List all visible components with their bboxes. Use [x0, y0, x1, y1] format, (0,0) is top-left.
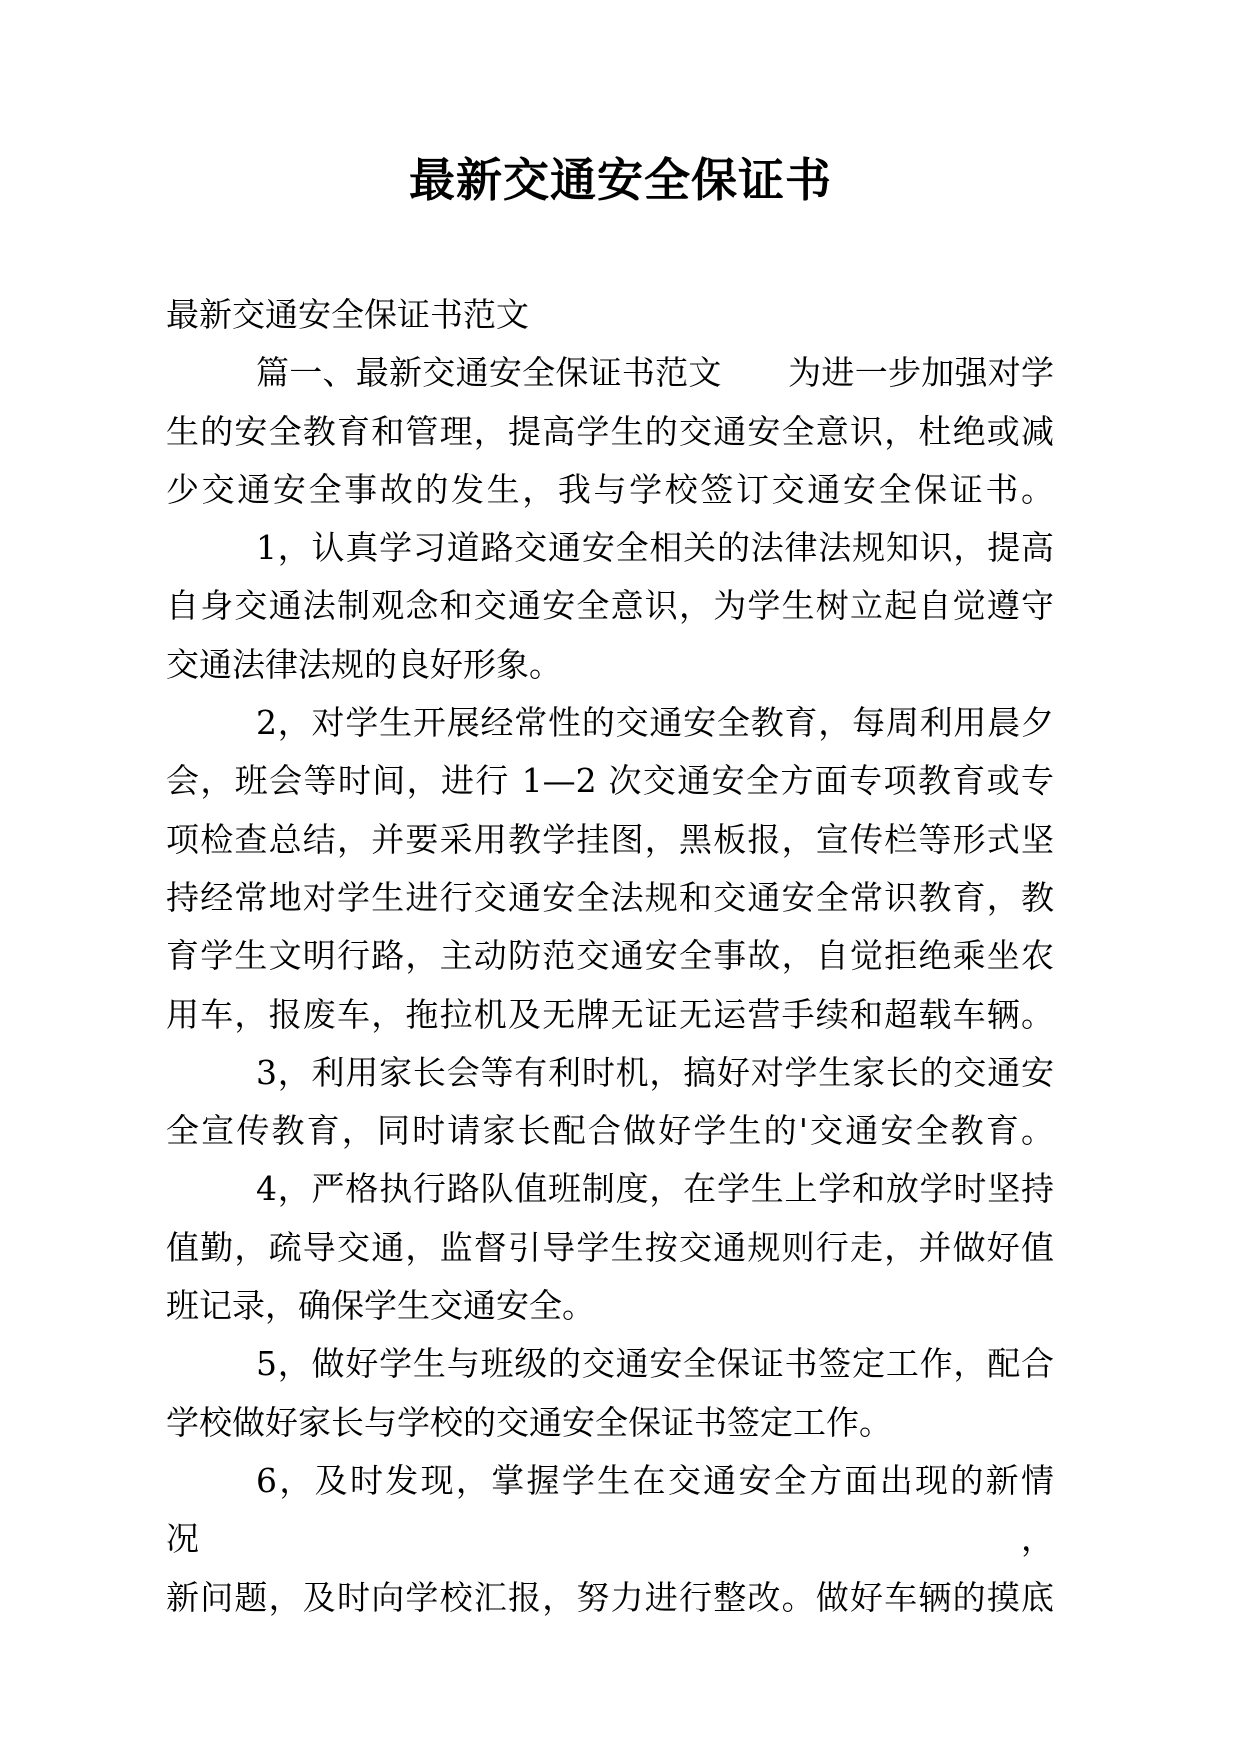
text-line: 全宣传教育，同时请家长配合做好学生的'交通安全教育。	[166, 1111, 1054, 1151]
document-body	[166, 286, 1054, 1627]
text-line: 项检查总结，并要采用教学挂图，黑板报，宣传栏等形式坚	[166, 819, 1054, 859]
text-line: 生的安全教育和管理，提高学生的交通安全意识，杜绝或减	[166, 411, 1054, 451]
text-line: 篇一、最新交通安全保证书范文 为进一步加强对学	[256, 353, 1054, 393]
text-line: 班记录，确保学生交通安全。	[166, 1286, 595, 1326]
text-line: 会，班会等时间，进行 1—2 次交通安全方面专项教育或专	[166, 761, 1054, 801]
text-line: 2，对学生开展经常性的交通安全教育，每周利用晨夕	[256, 703, 1054, 743]
text-line: 值勤，疏导交通，监督引导学生按交通规则行走，并做好值	[166, 1227, 1054, 1267]
text-line: 4，严格执行路队值班制度，在学生上学和放学时坚持	[256, 1169, 1054, 1209]
text-line: 育学生文明行路，主动防范交通安全事故，自觉拒绝乘坐农	[166, 936, 1054, 976]
text-line: 3，利用家长会等有利时机，搞好对学生家长的交通安	[256, 1052, 1054, 1092]
text-line: 自身交通法制观念和交通安全意识，为学生树立起自觉遵守	[166, 586, 1054, 626]
text-line: 持经常地对学生进行交通安全法规和交通安全常识教育，教	[166, 877, 1054, 917]
text-line: 少交通安全事故的发生，我与学校签订交通安全保证书。	[166, 469, 1054, 509]
text-line: 学校做好家长与学校的交通安全保证书签定工作。	[166, 1402, 892, 1442]
text-line: 5，做好学生与班级的交通安全保证书签定工作，配合	[256, 1344, 1054, 1384]
text-line: 6，及时发现，掌握学生在交通安全方面出现的新情况，	[166, 1460, 1054, 1559]
text-line: 交通法律法规的良好形象。	[166, 644, 562, 684]
text-line: 最新交通安全保证书范文	[166, 295, 529, 334]
text-line: 1，认真学习道路交通安全相关的法律法规知识，提高	[256, 528, 1054, 568]
text-line: 用车，报废车，拖拉机及无牌无证无运营手续和超载车辆。	[166, 994, 1054, 1034]
document-title: 最新交通安全保证书	[409, 153, 832, 207]
text-line: 新问题，及时向学校汇报，努力进行整改。做好车辆的摸底	[166, 1577, 1054, 1617]
